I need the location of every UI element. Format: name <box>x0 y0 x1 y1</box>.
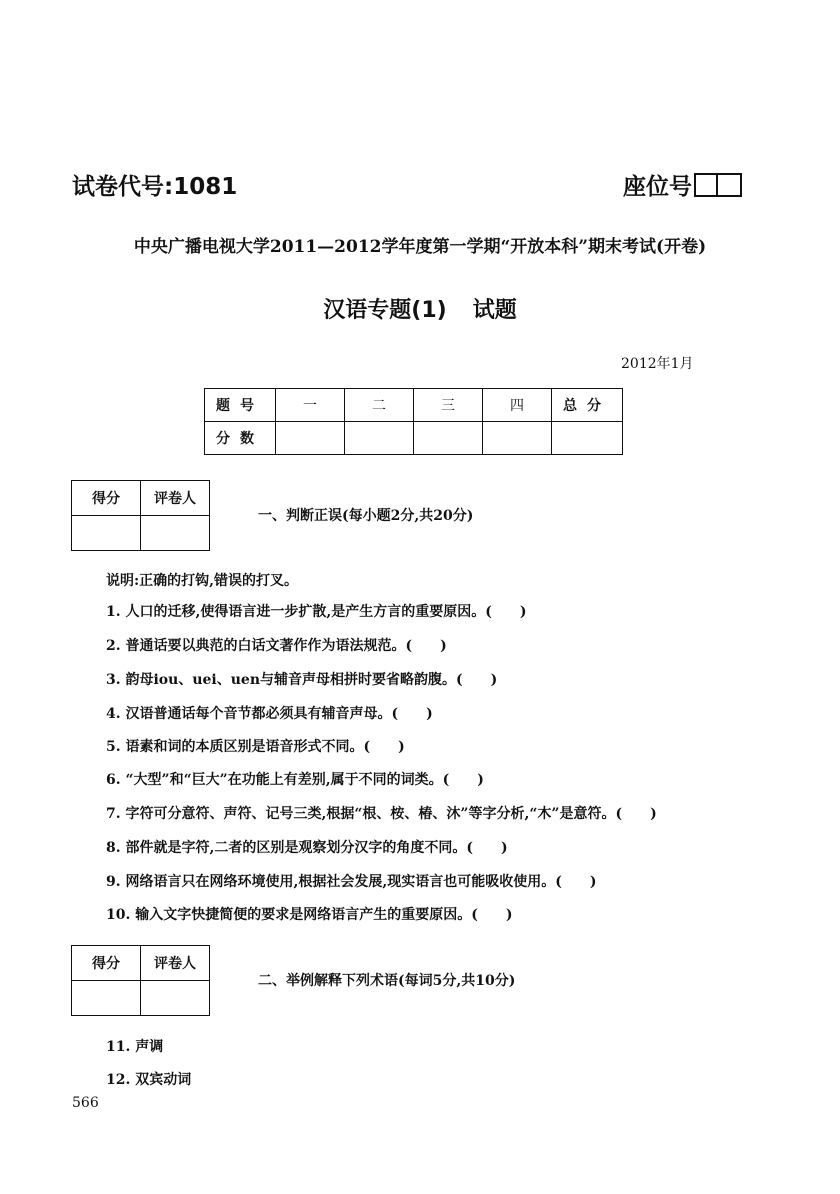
seat-boxes <box>694 173 742 197</box>
grader-label: 评卷人 <box>141 481 210 516</box>
seat-number <box>623 168 742 201</box>
question-5: 5. 语素和词的本质区别是语音形式不同。( ) <box>106 739 405 755</box>
score-table <box>204 388 623 455</box>
question-10: 10. 输入文字快捷简便的要求是网络语言产生的重要原因。( ) <box>106 907 513 923</box>
question-9: 9. 网络语言只在网络环境使用,根据社会发展,现实语言也可能吸收使用。( ) <box>106 874 597 890</box>
page-number: 566 <box>72 1095 99 1111</box>
question-12: 12. 双宾动词 <box>106 1072 192 1088</box>
score-label: 得分 <box>72 481 141 516</box>
question-3: 3. 韵母iou、uei、uen与辅音声母相拼时要省略韵腹。( ) <box>106 672 498 688</box>
row1-label: 题号 <box>205 389 276 422</box>
seat-label: 座位号 <box>623 174 692 200</box>
question-6: 6. “大型”和“巨大”在功能上有差别,属于不同的词类。( ) <box>106 772 484 788</box>
section1-note: 说明:正确的打钩,错误的打叉。 <box>106 573 299 589</box>
grader-box-1 <box>71 480 210 551</box>
grader-label: 评卷人 <box>141 946 210 981</box>
col-4: 四 <box>483 389 552 422</box>
grader-box-2 <box>71 945 210 1016</box>
section1-title: 一、判断正误(每小题2分,共20分) <box>258 508 474 524</box>
score-label: 得分 <box>72 946 141 981</box>
question-8: 8. 部件就是字符,二者的区别是观察划分汉字的角度不同。( ) <box>106 840 508 856</box>
row2-label: 分数 <box>205 422 276 455</box>
section2-title: 二、举例解释下列术语(每词5分,共10分) <box>258 973 516 989</box>
col-1: 一 <box>276 389 345 422</box>
title-word: 试题 <box>472 298 517 323</box>
exam-title <box>0 293 840 324</box>
question-11: 11. 声调 <box>106 1039 164 1055</box>
course-name: 汉语专题(1) <box>323 298 447 323</box>
exam-date: 2012年1月 <box>621 356 694 372</box>
question-7: 7. 字符可分意符、声符、记号三类,根据“根、桉、椿、沐”等字分析,“木”是意符。( ) <box>106 806 657 822</box>
question-2: 2. 普通话要以典范的白话文著作作为语法规范。( ) <box>106 638 447 654</box>
paper-code: 试卷代号:1081 <box>72 174 238 200</box>
col-3: 三 <box>414 389 483 422</box>
question-4: 4. 汉语普通话每个音节都必须具有辅音声母。( ) <box>106 706 433 722</box>
col-2: 二 <box>345 389 414 422</box>
col-total: 总分 <box>552 389 623 422</box>
question-1: 1. 人口的迁移,使得语言进一步扩散,是产生方言的重要原因。( ) <box>106 604 527 620</box>
exam-header: 中央广播电视大学2011—2012学年度第一学期“开放本科”期末考试(开卷) <box>133 237 707 257</box>
